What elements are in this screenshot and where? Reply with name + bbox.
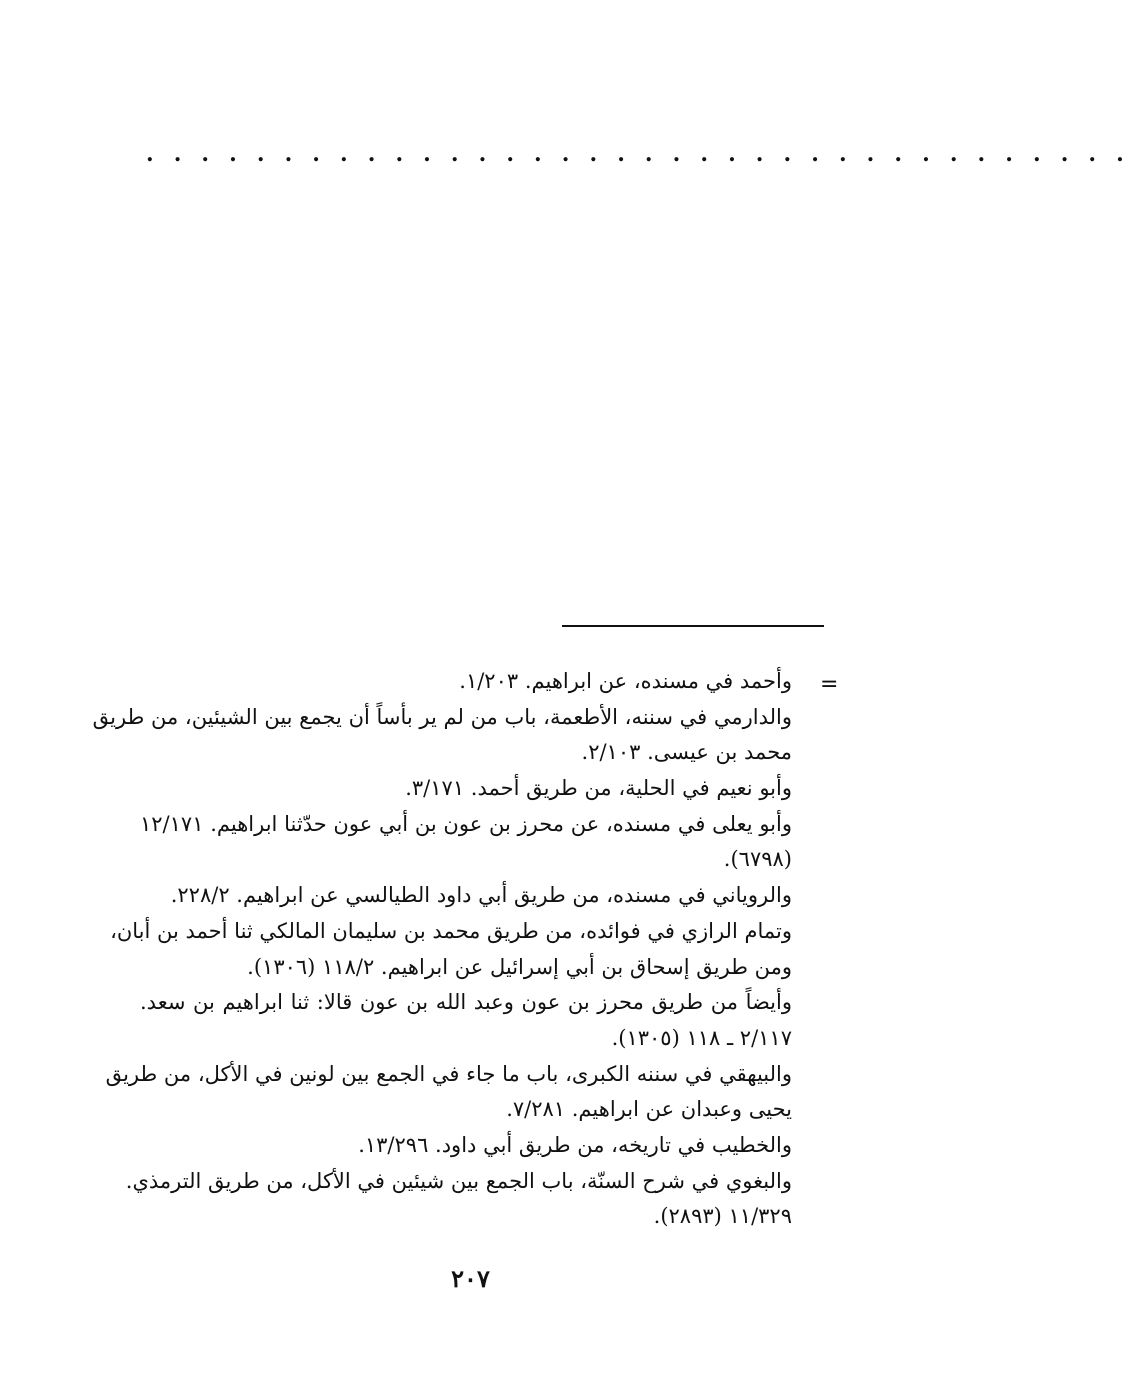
separator-dots: . . . . . . . . . . . . . . . . . . . . . . . . . . . . . . . . . . . . bbox=[146, 141, 1130, 167]
footnote-line: ١١/٣٢٩ (٢٨٩٣). bbox=[653, 1204, 792, 1229]
footnote-line: ومن طريق إسحاق بن أبي إسرائيل عن ابراهيم. ١١٨/٢ (١٣٠٦). bbox=[247, 954, 792, 979]
footnote-line: وأبو نعيم في الحلية، من طريق أحمد. ٣/١٧١. bbox=[405, 776, 792, 801]
footnote-line: والبيهقي في سننه الكبرى، باب ما جاء في الجمع بين لونين في الأكل، من طريق bbox=[105, 1061, 792, 1086]
footnote-line: (٦٧٩٨). bbox=[723, 847, 792, 872]
footnote-line: يحيى وعبدان عن ابراهيم. ٧/٢٨١. bbox=[506, 1097, 792, 1122]
footnote-line: وأيضاً من طريق محرز بن عون وعبد الله بن عون قالا: ثنا ابراهيم بن سعد. bbox=[140, 990, 792, 1015]
footnote-line: والبغوي في شرح السنّة، باب الجمع بين شيئين في الأكل، من طريق الترمذي. bbox=[125, 1168, 792, 1193]
footnotes-block bbox=[92, 664, 792, 1235]
footnote-line: محمد بن عيسى. ٢/١٠٣. bbox=[581, 740, 792, 765]
footnote-line: وأبو يعلى في مسنده، عن محرز بن عون بن أبي عون حدّثنا ابراهيم. ١٢/١٧١ bbox=[140, 811, 792, 836]
footnote-line: والروياني في مسنده، من طريق أبي داود الطيالسي عن ابراهيم. ٢٢٨/٢. bbox=[170, 883, 792, 908]
footnote-line: والخطيب في تاريخه، من طريق أبي داود. ١٣/٢٩٦. bbox=[358, 1132, 792, 1157]
page-number: ٢٠٧ bbox=[451, 1264, 490, 1293]
footnote-rule bbox=[562, 625, 824, 627]
footnote-line: وأحمد في مسنده، عن ابراهيم. ١/٢٠٣. bbox=[459, 669, 792, 693]
footnote-line: ٢/١١٧ ـ ١١٨ (١٣٠٥). bbox=[611, 1025, 792, 1050]
continuation-marker: = bbox=[820, 672, 839, 697]
footnote-line: وتمام الرازي في فوائده، من طريق محمد بن سليمان المالكي ثنا أحمد بن أبان، bbox=[110, 918, 792, 943]
footnote-line: والدارمي في سننه، الأطعمة، باب من لم ير بأساً أن يجمع بين الشيئين، من طريق bbox=[92, 704, 792, 729]
